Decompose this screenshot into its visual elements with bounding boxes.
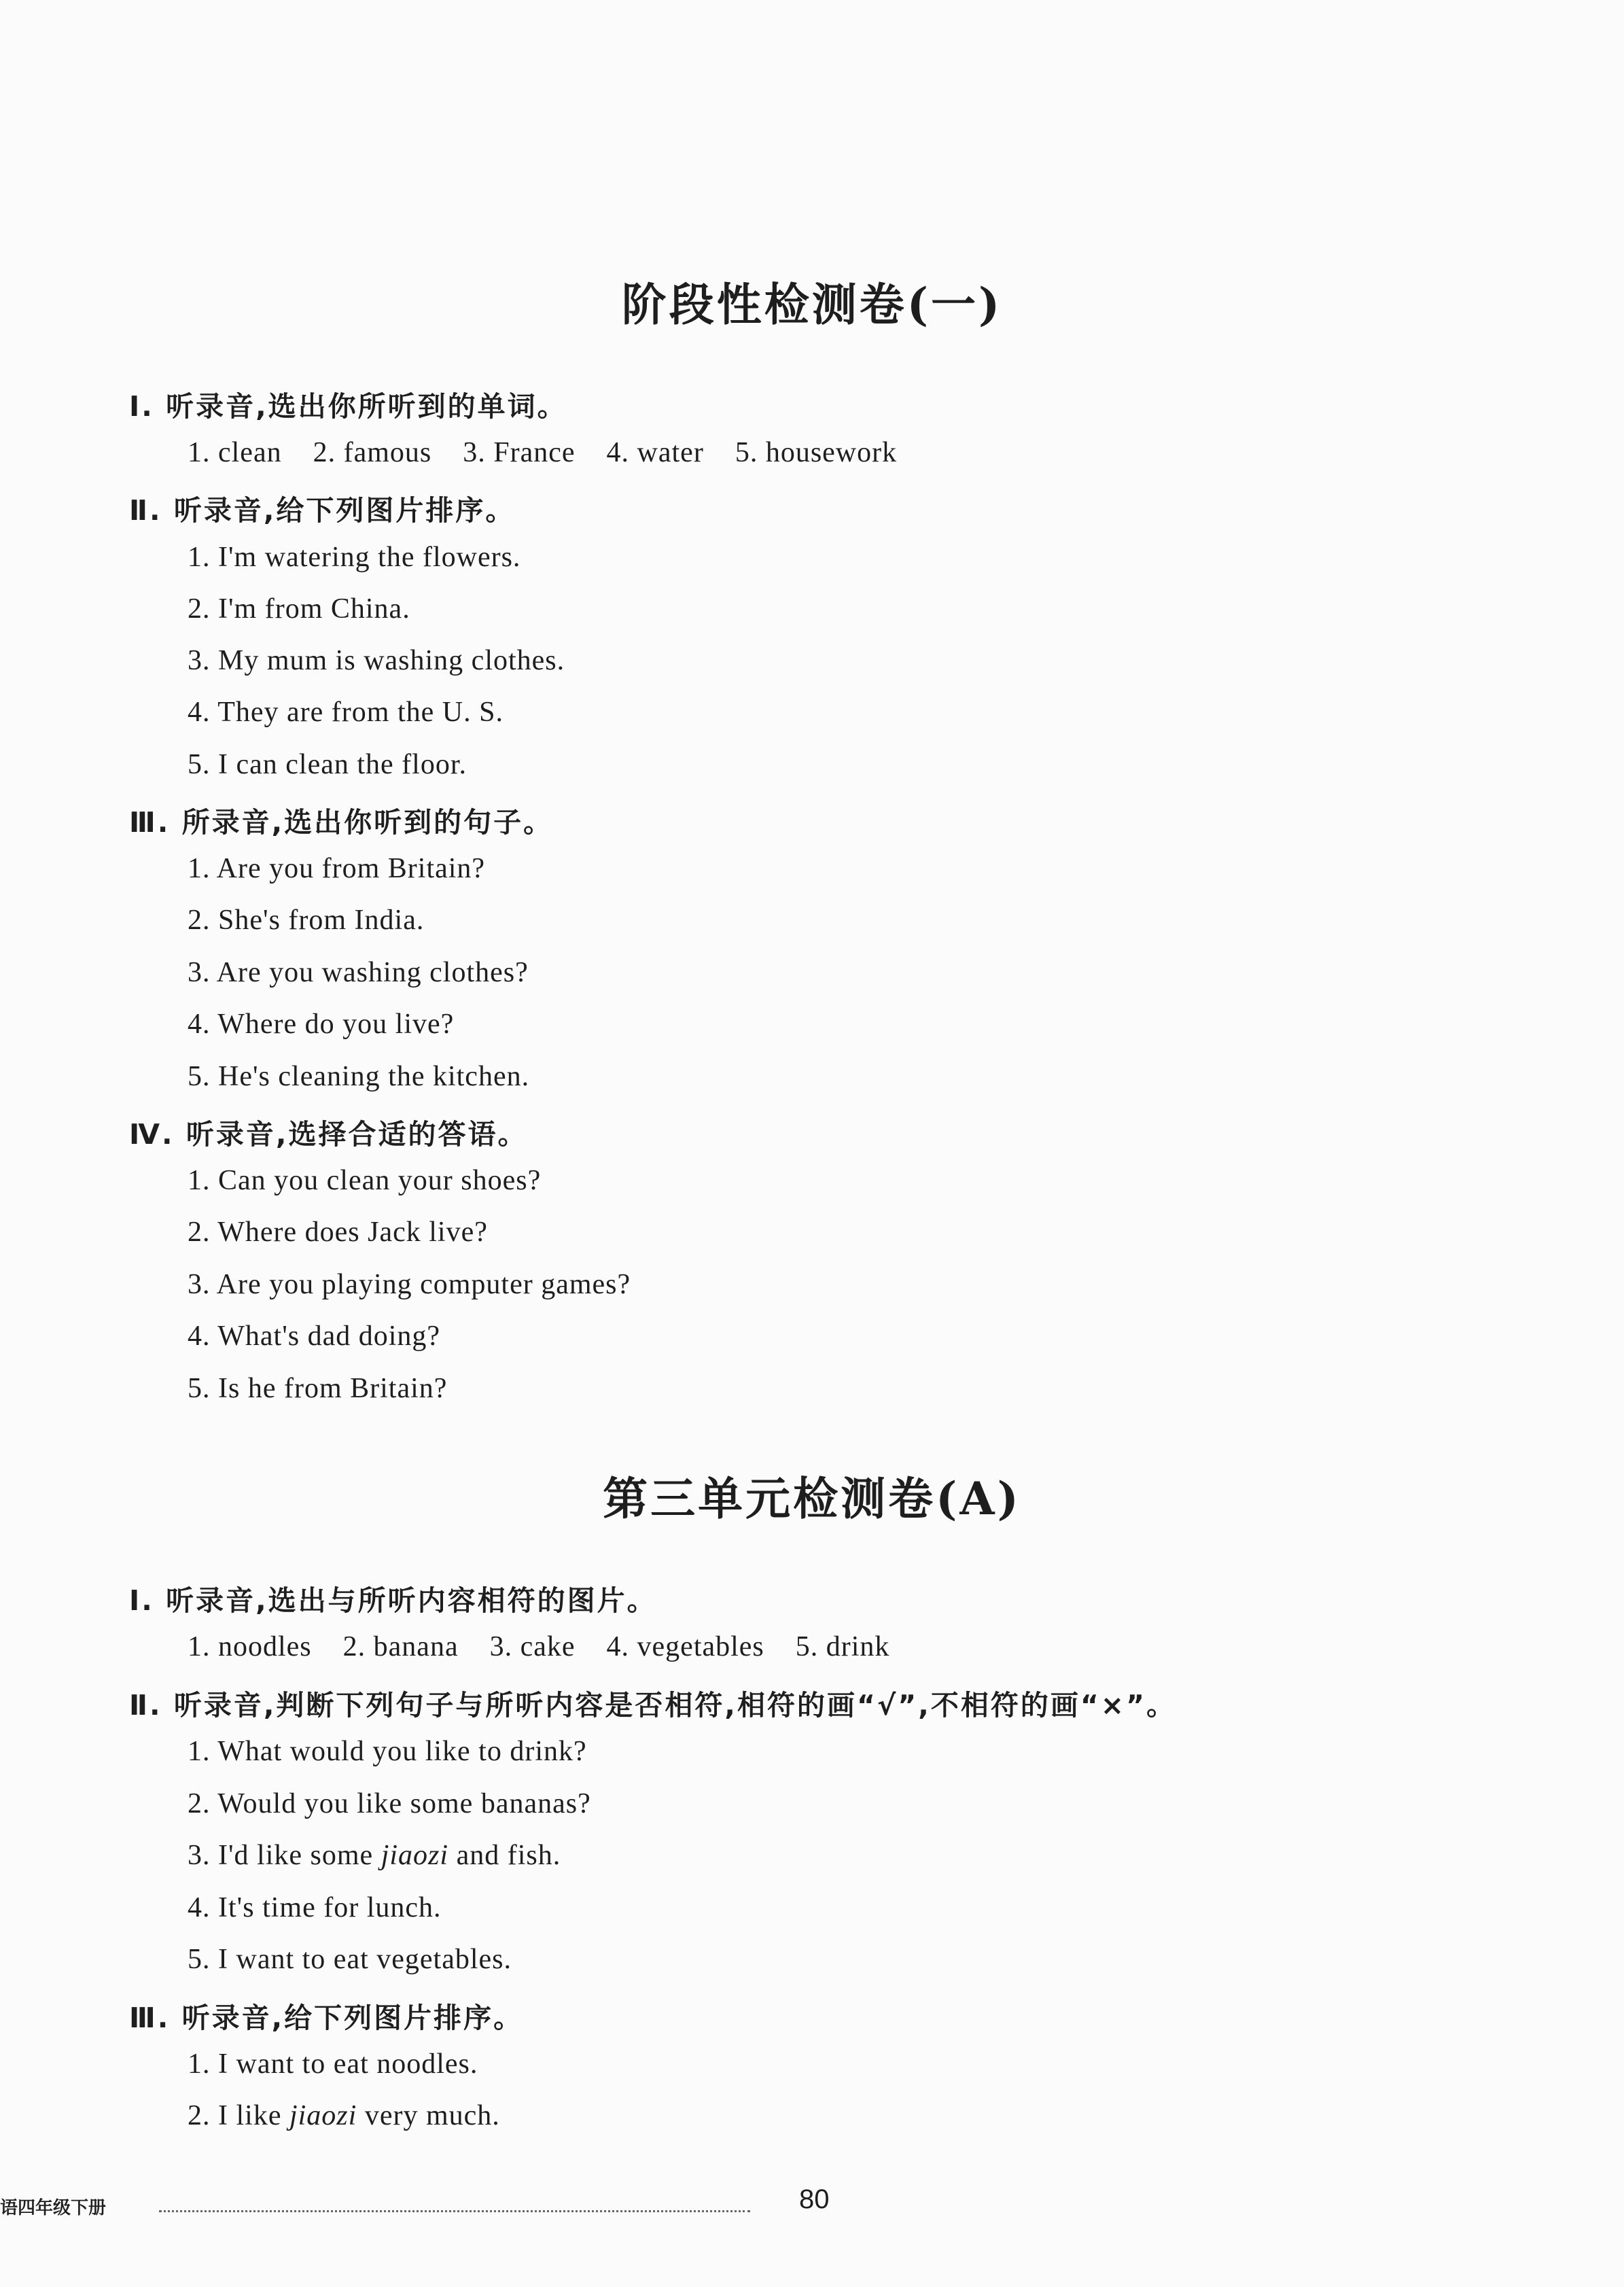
section1-part4-heading: Ⅳ. 听录音,选择合适的答语。 <box>129 1118 528 1151</box>
list-item: 2. I'm from China. <box>188 593 410 625</box>
word-item: 4. vegetables <box>606 1631 764 1662</box>
section2-title: 第三单元检测卷(A) <box>603 1472 1021 1525</box>
list-item: 2. She's from India. <box>188 905 425 936</box>
item-text-start: 2. I like <box>188 2100 289 2131</box>
list-item: 1. I'm watering the flowers. <box>188 542 521 573</box>
list-item: 5. Is he from Britain? <box>188 1373 448 1404</box>
word-item: 1. clean <box>188 437 282 468</box>
pinyin-word: jiaozi <box>381 1840 449 1871</box>
list-item: 1. Are you from Britain? <box>188 853 486 884</box>
item-text-start: 3. I'd like some <box>188 1840 381 1871</box>
footer-book-title: 语四年级下册 <box>0 2198 107 2218</box>
list-item: 1. What would you like to drink? <box>188 1736 587 1767</box>
section1-title: 阶段性检测卷(一) <box>621 278 1003 331</box>
section1-part1-word-list <box>188 436 928 469</box>
section1-part2-heading: Ⅱ. 听录音,给下列图片排序。 <box>129 494 516 527</box>
word-item: 5. housework <box>735 437 898 468</box>
section2-part3-heading: Ⅲ. 听录音,给下列图片排序。 <box>129 2002 524 2034</box>
list-item: 1. I want to eat noodles. <box>188 2048 478 2080</box>
list-item: 4. It's time for lunch. <box>188 1892 442 1923</box>
pinyin-word: jiaozi <box>289 2100 357 2131</box>
list-item <box>188 1839 561 1872</box>
item-text-end: and fish. <box>448 1840 561 1871</box>
list-item: 2. Where does Jack live? <box>188 1217 488 1248</box>
list-item: 3. Are you playing computer games? <box>188 1269 631 1300</box>
section2-part1-word-list <box>188 1630 921 1663</box>
item-text-end: very much. <box>357 2100 500 2131</box>
word-item: 5. drink <box>795 1631 890 1662</box>
word-item: 3. cake <box>489 1631 576 1662</box>
list-item <box>188 2099 500 2132</box>
list-item: 3. My mum is washing clothes. <box>188 645 565 676</box>
word-item: 4. water <box>606 437 704 468</box>
section1-part3-heading: Ⅲ. 所录音,选出你听到的句子。 <box>129 806 554 839</box>
list-item: 1. Can you clean your shoes? <box>188 1165 542 1196</box>
word-item: 2. banana <box>342 1631 459 1662</box>
page-number: 80 <box>799 2184 830 2214</box>
word-item: 2. famous <box>313 437 432 468</box>
section1-part1-heading: Ⅰ. 听录音,选出你所听到的单词。 <box>129 390 567 423</box>
footer-dotted-rule <box>159 2210 750 2212</box>
list-item: 5. He's cleaning the kitchen. <box>188 1061 530 1092</box>
list-item: 4. Where do you live? <box>188 1009 455 1040</box>
list-item: 2. Would you like some bananas? <box>188 1788 591 1819</box>
list-item: 5. I can clean the floor. <box>188 749 467 780</box>
list-item: 4. What's dad doing? <box>188 1321 441 1352</box>
word-item: 1. noodles <box>188 1631 312 1662</box>
word-item: 3. France <box>463 437 576 468</box>
list-item: 5. I want to eat vegetables. <box>188 1944 512 1975</box>
list-item: 4. They are from the U. S. <box>188 697 504 728</box>
section2-part2-heading: Ⅱ. 听录音,判断下列句子与所听内容是否相符,相符的画“√”,不相符的画“×”。 <box>129 1689 1177 1722</box>
section2-part1-heading: Ⅰ. 听录音,选出与所听内容相符的图片。 <box>129 1584 657 1617</box>
list-item: 3. Are you washing clothes? <box>188 957 529 988</box>
